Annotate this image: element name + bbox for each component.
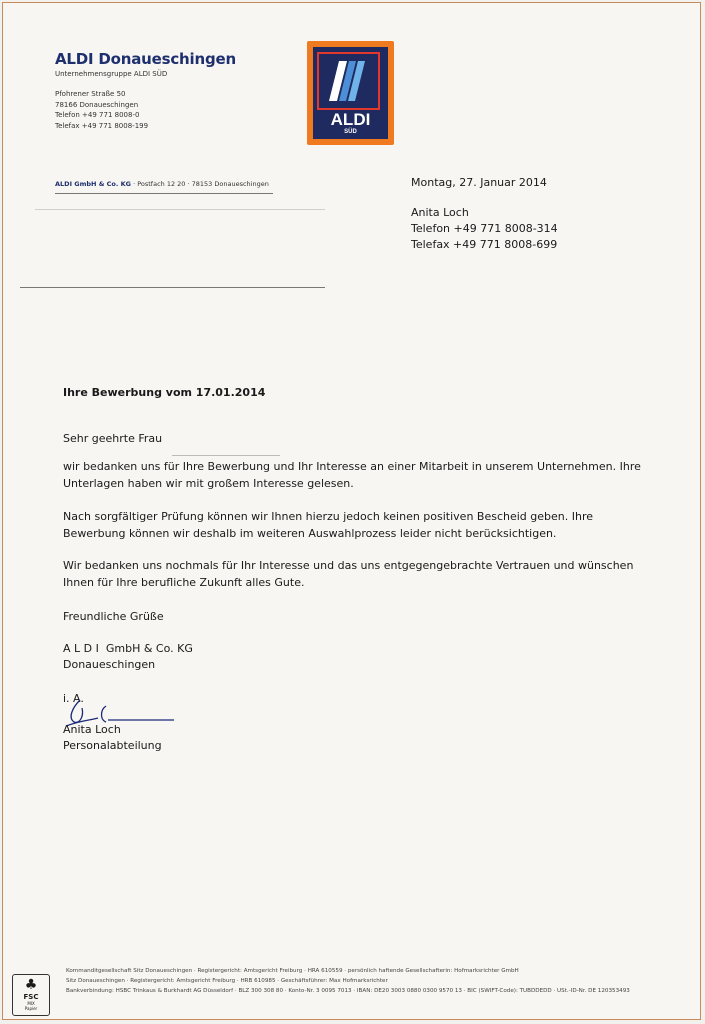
text-line: Wir bedanken uns nochmals für Ihr Interesse und das uns entgegengebrachte Vertrauen und wünschen: [63, 559, 634, 572]
salutation: Sehr geehrte Frau: [63, 432, 163, 445]
signature-company: A L D I GmbH & Co. KG: [63, 642, 193, 655]
aldi-logo: [307, 41, 394, 145]
company-address: [55, 89, 148, 131]
footer-legal: [66, 966, 630, 996]
signature-city: Donaueschingen: [63, 658, 156, 671]
contact-name: Anita Loch: [411, 206, 469, 219]
closing: Freundliche Grüße: [63, 610, 164, 623]
footer-line: Sitz Donaueschingen · Registergericht: Amtsgericht Freiburg · HRB 610985 · Geschäftsführer: Max Hofmarksrichter: [66, 978, 388, 984]
logo-sub: SÜD: [344, 129, 357, 135]
text-line: wir bedanken uns für Ihre Bewerbung und Ihr Interesse an einer Mitarbeit in unserem Unternehmen. Ihre: [63, 460, 641, 473]
logo-stripes-icon: [321, 57, 376, 105]
footer-line: Bankverbindung: HSBC Trinkaus & Burkhardt AG Düsseldorf · BLZ 300 308 80 · Konto-Nr. 3 0095 7013 · IBAN: DE20 3003 0880 0300 9570 13 · BIC (SWIFT-Code): TUBDDEDD · USt.-ID-Nr. DE 120353493: [66, 988, 630, 994]
paragraph-2: [63, 509, 593, 542]
fsc-sub: Papier: [24, 1006, 38, 1011]
sender-company: ALDI GmbH & Co. KG: [55, 180, 131, 188]
company-name: ALDI Donaueschingen: [55, 50, 236, 68]
company-subtitle: Unternehmensgruppe ALDI SÜD: [55, 70, 168, 78]
contact-phone: Telefon +49 771 8008-314: [411, 222, 558, 235]
salutation-redaction: [172, 455, 280, 456]
contact-fax: Telefax +49 771 8008-699: [411, 238, 558, 251]
letter-subject: Ihre Bewerbung vom 17.01.2014: [63, 386, 266, 399]
text-line: Unterlagen haben wir mit großem Interesse gelesen.: [63, 476, 354, 490]
address-line: Pfohrener Straße 50: [55, 90, 126, 98]
address-line: 78166 Donaueschingen: [55, 100, 139, 109]
address-window-rule: [20, 287, 325, 288]
paragraph-3: [63, 558, 633, 591]
fsc-label: FSC: [23, 993, 39, 1001]
letter-date: Montag, 27. Januar 2014: [411, 176, 547, 189]
address-line: Telefon +49 771 8008-0: [55, 111, 140, 119]
logo-name: ALDI: [330, 110, 371, 129]
tree-icon: ♣: [24, 977, 38, 993]
fsc-badge: [12, 974, 50, 1016]
text-line: Bewerbung können wir deshalb im weiteren Auswahlprozess leider nicht berücksichtigen.: [63, 526, 557, 540]
info-block: [411, 175, 558, 253]
logo-panel: [313, 47, 388, 139]
text-line: Ihnen für Ihre berufliche Zukunft alles Gute.: [63, 575, 305, 589]
paragraph-1: [63, 459, 641, 492]
sender-line: [55, 180, 269, 188]
footer-line: Kommanditgesellschaft Sitz Donaueschingen · Registergericht: Amtsgericht Freiburg · HRA 610559 · persönlich haftende Gesellschafterin: Hofmarksrichter GmbH: [66, 968, 519, 974]
text-line: Nach sorgfältiger Prüfung können wir Ihnen hierzu jedoch keinen positiven Bescheid geben. Ihre: [63, 510, 594, 523]
sender-postbox: · Postfach 12 20 · 78153 Donaueschingen: [131, 180, 269, 188]
on-behalf: i. A.: [63, 692, 84, 705]
address-line: Telefax +49 771 8008-199: [55, 121, 149, 130]
faint-rule: [35, 209, 325, 210]
signer-department: Personalabteilung: [63, 739, 162, 752]
signer-name: Anita Loch: [63, 723, 121, 736]
fsc-mix: MIX: [27, 1001, 35, 1006]
sender-rule: [55, 193, 273, 194]
